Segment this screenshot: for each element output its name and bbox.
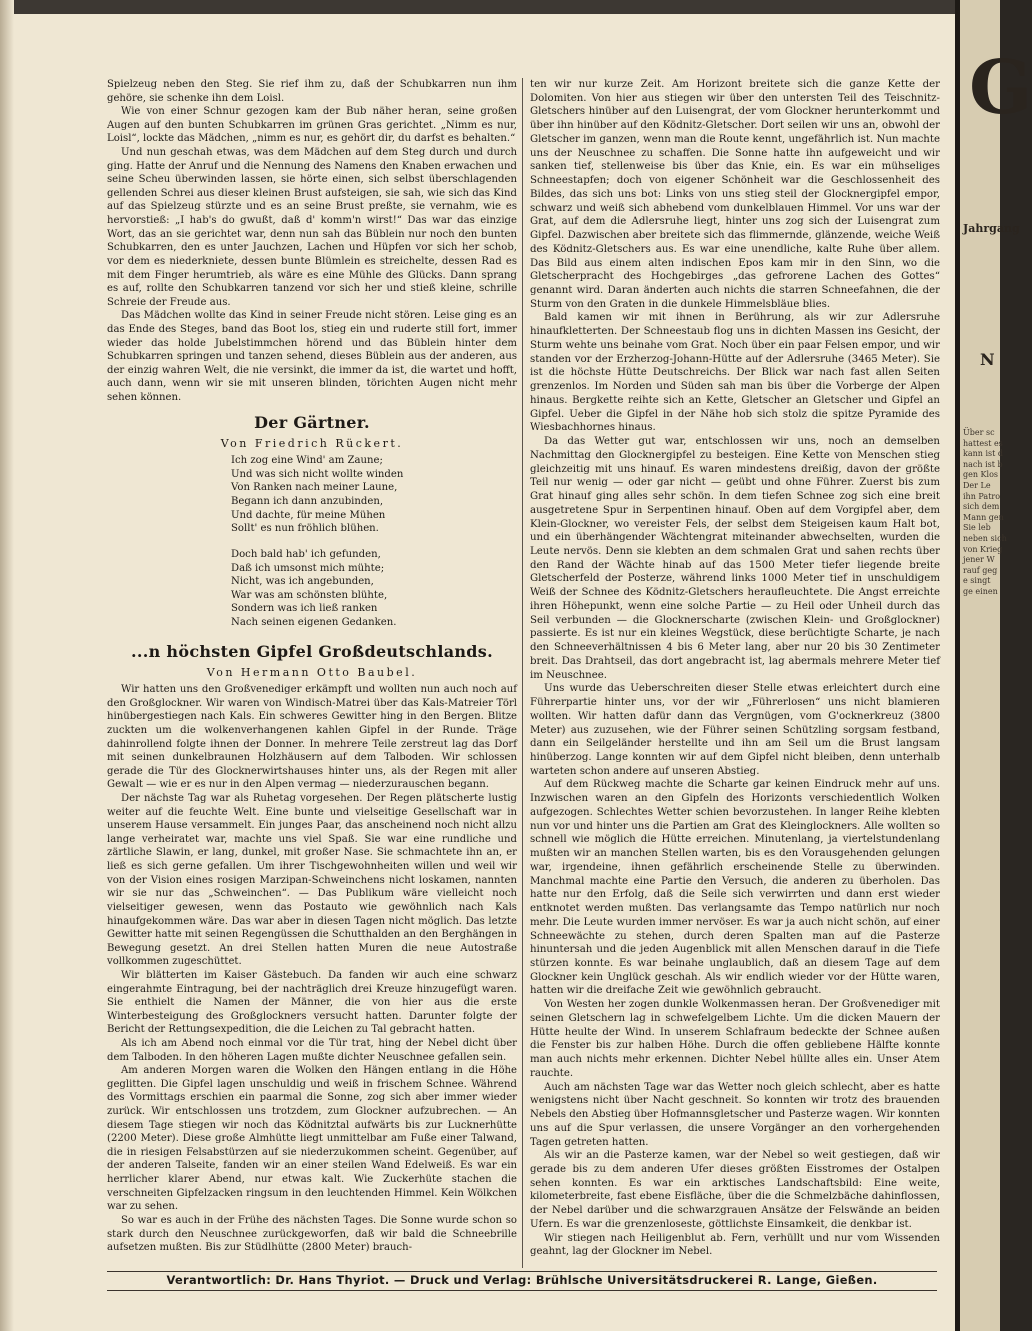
article-paragraph: Wir blätterten im Kaiser Gästebuch. Da fanden wir auch eine schwarz eingerahmte Eintragung, bei der nachträglich drei Kreuze hinzugefügt waren. Sie enthielt die Namen der Männer, die von hier aus die erste Winterbesteigung des Großglockners versucht hatten. Darunter folgte der Bericht der Rettungsexpedition, die die Leichen zu Tal gebracht hatten. <box>107 969 517 1036</box>
article-paragraph: Von Westen her zogen dunkle Wolkenmassen heran. Der Großvenediger mit seinen Gletschern lag in schwefelgelbem Lichte. Um die dicken Mauern der Hütte heulte der Wind. In unserem Schlafraum bedeckte der Schnee außen die Fenster bis zur halben Höhe. Durch die offen gebliebene Hälfte konnte man auch nichts mehr erkennen. Dichter Nebel hüllte alles ein. Unser Atem rauchte. <box>530 999 940 1079</box>
article-paragraph: ten wir nur kurze Zeit. Am Horizont breitete sich die ganze Kette der Dolomiten. Von hier aus stiegen wir über den untersten Teil des Teischnitz-Gletschers hinüber auf den Luisengrat, der vom Glockner herunterkommt und über ihn hinüber auf den Ködnitz-Gletscher. Dort seilen wir uns an, obwohl der Gletscher im ganzen, wenn man die Route kennt, ungefährlich ist. Nun machte uns der Neuschnee zu schaffen. Die Sonne hatte ihn aufgeweicht und wir sanken tief, stellenweise bis über das Knie, ein. Es war ein mühseliges Schneestapfen; doch von eigener Schönheit war die Geschlossenheit des Bildes, das sich uns bot: Links von uns stieg steil der Glocknergipfel empor, schwarz und weiß sich abhebend vom dunkelblauen Himmel. Vor uns war der Grat, auf dem die Adlersruhe liegt, hinter uns zog sich der Luisengrat zum Gipfel. Dazwischen aber breitete sich das flimmernde, glänzende, weiche Weiß des Ködnitz-Gletschers aus. Es war eine unendliche, kalte Ruhe über allem. Das Bild aus einem alten indischen Epos kam mir in den Sinn, wo die Gletscherpracht des Hochgebirges „das gefrorene Lachen des Gottes“ genannt wird. Daran änderten auch nichts die starren Schneefahnen, die der Sturm von den Graten in die dunkele Himmelsbläue blies. <box>530 79 940 310</box>
imprint-footer: Verantwortlich: Dr. Hans Thyriot. — Druck und Verlag: Brühlsche Universitätsdruckerei R. Lange, Gießen. <box>166 1273 878 1287</box>
adjacent-masthead-letter: G <box>969 45 1032 131</box>
scan-left-edge <box>0 0 14 1331</box>
adjacent-fragment: nach ist b <box>963 459 1003 469</box>
story-paragraph: Das Mädchen wollte das Kind in seiner Freude nicht stören. Leise ging es an das Ende des Steges, band das Boot los, stieg ein und ruderte still fort, immer wieder das holde Jubelstimmchen hörend und das Büblein hinter dem Schubkarren springen und tanzen sehend, dieses Büblein aus der anderen, aus der einzig wahren Welt, die nie versinkt, die immer da ist, die wartet und hofft, auch dann, wenn wir sie mit unseren blinden, törichten Augen nicht mehr sehen können. <box>107 310 517 404</box>
adjacent-fragment: ihn Patro <box>963 491 1001 501</box>
adjacent-text-fragments <box>963 428 1007 598</box>
adjacent-heading-letter: N <box>980 350 995 369</box>
adjacent-fragment: Der Le <box>963 480 991 490</box>
poem-line: Sollt' es nun fröhlich blühen. <box>231 523 379 535</box>
right-column <box>530 78 940 1259</box>
adjacent-fragment: e singt <box>963 576 991 586</box>
adjacent-fragment: neben sich <box>963 533 1007 543</box>
article-byline: Von Hermann Otto Baubel. <box>206 665 418 679</box>
poem-line: Und dachte, für meine Mühen <box>231 509 386 521</box>
footer-rule-top <box>107 1271 937 1272</box>
article-paragraph: Auch am nächsten Tage war das Wetter noch gleich schlecht, aber es hatte wenigstens nicht über Nacht geschneit. So konnten wir trotz des brauenden Nebels den Abstieg über Hofmannsgletscher und Pasterze wagen. Wir konnten uns auf die Spur verlassen, die unsere Vorgänger an den vorhergehenden Tagen getreten hatten. <box>530 1081 940 1148</box>
story-paragraph: Und nun geschah etwas, was dem Mädchen auf dem Steg durch und durch ging. Hatte der Anruf und die Nennung des Namens den Knaben erwachen und seine Scheu überwinden lassen, sie hörte einen, sich selbst überschlagenden gellenden Schrei aus dieser kleinen Brust aufsteigen, sie sah, wie sich das Kind auf das Spielzeug stürzte und es an seine Brust preßte, sie vernahm, wie es hervorstieß: „I hab's do gwußt, daß d' komm'n wirst!“ Das war das einzige Wort, das an sie gerichtet war, denn nun sah das Büblein nur noch den bunten Schubkarren, den es unter Jauchzen, Lachen und Hüpfen vor sich her schob, vor dem es niederkniete, dessen bunte Blümlein es streichelte, dessen Rad es mit dem Finger herumtrieb, als wäre es eine Mühle des Glücks. Dann sprang es auf, rollte den Schubkarren tanzend vor sich her und stieß kleine, schrille Schreie der Freude aus. <box>107 147 517 308</box>
article-paragraph: Am anderen Morgen waren die Wolken den Hängen entlang in die Höhe geglitten. Die Gipfel lagen unschuldig und weiß in frischem Schnee. Während des Vormittags erschien ein paarmal die Sonne, zog sich aber immer wieder zurück. Wir entschlossen uns trotzdem, zum Glockner aufzubrechen. — An diesem Tage stiegen wir noch das Ködnitztal aufwärts bis zur Lucknerhütte (2200 Meter). Diese große Almhütte liegt unmittelbar am Fuße einer Talwand, die in riesigen Felsabstürzen auf sie niederzukommen scheint. Gegenüber, auf der anderen Talseite, fanden wir an einer steilen Wand Edelweiß. Es war ein herrlicher klarer Abend, nur etwas kalt. Wie Zuckerhüte stachen die verschneiten Gipfelzacken ringsum in den leuchtenden Himmel. Kein Wölkchen war zu sehen. <box>107 1065 517 1213</box>
article-paragraph: So war es auch in der Frühe des nächsten Tages. Die Sonne wurde schon so stark durch den Neuschnee zurückgeworfen, daß wir bald die Schneebrille aufsetzen mußten. Bis zur Stüdlhütte (2800 Meter) brauch- <box>107 1214 517 1254</box>
poem-line: Doch bald hab' ich gefunden, <box>231 548 381 560</box>
story-paragraph: Wie von einer Schnur gezogen kam der Bub näher heran, seine großen Augen auf den bunten Schubkarren im grünen Gras gerichtet. „Nimm es nur, Loisl“, lockte das Mädchen, „nimm es nur, es gehört dir, du darfst es behalten.“ <box>107 106 517 145</box>
article-paragraph: Als wir an die Pasterze kamen, war der Nebel so weit gestiegen, daß wir gerade bis zu dem anderen Ufer dieses größten Eisstromes der Ostalpen sehen konnten. Es war ein arktisches Landschaftsbild: Eine weite, kilometerbreite, fast ebene Eisfläche, über die die Schmelzbäche dahinflossen, der Nebel darüber und die schwarzgrauen Ansätze der Felswände an beiden Ufern. Es war die grenzenloseste, göttlichste Einsamkeit, die denkbar ist. <box>530 1150 940 1230</box>
adjacent-page-edge <box>960 0 1032 1331</box>
adjacent-fragment: sich dem <box>963 502 1000 512</box>
story-paragraph: Spielzeug neben den Steg. Sie rief ihm zu, daß der Schubkarren nun ihm gehöre, sie schenke ihn dem Loisl. <box>107 79 517 104</box>
left-column <box>107 78 517 1255</box>
article-paragraph: Wir stiegen nach Heiligenblut ab. Fern, verhüllt und nur vom Wissenden geahnt, lag der Glockner im Nebel. <box>530 1232 940 1258</box>
article-paragraph: Bald kamen wir mit ihnen in Berührung, als wir zur Adlersruhe hinaufkletterten. Der Schneestaub flog uns in dichten Massen ins Gesicht, der Sturm wehte uns beinahe vom Grat. Noch über ein paar Felsen empor, und wir standen vor der Erzherzog-Johann-Hütte auf der Adlersruhe (3465 Meter). Sie ist die höchste Hütte Deutschreichs. Der Blick war nach fast allen Seiten grenzenlos. Im Norden und Süden sah man bis über die Vorberge der Alpen hinaus. Bergkette reihte sich an Kette, Gletscher an Gletscher und Gipfel an Gipfel. Ueber die Gipfel in der Nähe hob sich stolz die spitze Pyramide des Wiesbachhornes hinaus. <box>530 312 940 434</box>
column-divider <box>522 78 523 1268</box>
adjacent-jahrgang-label: Jahrgang <box>963 222 1020 235</box>
adjacent-fragment: hattest es <box>963 438 1003 448</box>
article-paragraph: Wir hatten uns den Großvenediger erkämpft und wollten nun auch noch auf den Großglockner. Wir waren von Windisch-Matrei über das Kals-Matreier Törl hinübergestiegen nach Kals. Ein schweres Gewitter hing in den Bergen. Blitze zuckten um die wolkenverhangenen kahlen Gipfel in der Runde. Träge dahinrollend folgte ihnen der Donner. In mehrere Teile zerstreut lag das Dorf mit seinen dunkelbraunen Holzhäusern auf dem Talboden. Wir schlossen gerade die Tür des Glocknerwirtshauses hinter uns, als der Regen mit aller Gewalt — wie er es nur in den Alpen vermag — niederzurauschen begann. <box>107 684 517 791</box>
footer-rule-bottom <box>107 1290 937 1291</box>
poem-title: Der Gärtner. <box>254 412 370 432</box>
adjacent-fragment: Über sc <box>963 428 995 437</box>
poem-stanza-2 <box>231 548 517 630</box>
poem-line: Von Ranken nach meiner Laune, <box>231 482 398 494</box>
poem-line: Ich zog eine Wind' am Zaune; <box>231 455 383 467</box>
article-paragraph: Auf dem Rückweg machte die Scharte gar keinen Eindruck mehr auf uns. Inzwischen waren an den Gipfeln des Horizonts verschiedentlich Wolken aufgezogen. Schlechtes Wetter schien bevorzustehen. In langer Reihe klebten nun vor und hinter uns die Partien am Grat des Kleinglockners. Alle wollten so schnell wie möglich die Hütte erreichen. Minutenlang, ja viertelstundenlang mußten wir an manchen Stellen warten, bis es den Vorausgehenden gelungen war, irgendeine, ihnen gefährlich erscheinende Stelle zu überwinden. Manchmal machte eine Partie den Versuch, die anderen zu überholen. Das hatte nur den Erfolg, daß die Seile sich verwirrten und dann erst wieder entknotet werden mußten. Das verlangsamte das Tempo natürlich nur noch mehr. Die Leute wurden immer nervöser. Es war ja auch nicht schön, auf einer Schneewächte zu stehen, durch deren Spalten man auf die Pasterze hinuntersah und die jeden Augenblick mit allen Menschen darauf in die Tiefe stürzen konnte. Es war beinahe unglaublich, daß an diesem Tage auf dem Glockner kein Unglück geschah. Als wir endlich wieder vor der Hütte waren, hatten wir die dreifache Zeit wie gewöhnlich gebraucht. <box>530 779 940 997</box>
adjacent-fragment: von Krieg <box>963 544 1003 554</box>
adjacent-fragment: kann ist d <box>963 449 1004 459</box>
article-paragraph: Da das Wetter gut war, entschlossen wir uns, noch an demselben Nachmittag den Glocknergipfel zu besteigen. Eine Kette von Menschen stieg gleichzeitig mit uns hinauf. Es waren mindestens dreißig, davon der größte Teil nur wenig — oder gar nicht — geübt und ohne Führer. Zuerst bis zum Grat hinauf ging alles sehr schön. In dem tiefen Schnee zog sich eine breit ausgetretene Spur in Serpentinen hinauf. Oben auf dem Vorgipfel aber, dem Klein-Glockner, wo vereister Fels, der selbst dem Steigeisen kaum Halt bot, und ein überhängender Wächtengrat miteinander abwechselten, wurden die Leute nervös. Denn sie klebten an dem schmalen Grat und sahen rechts über den Rand der Wächte hinab auf das 1500 Meter tiefer liegende breite Gletscherfeld der Posterze, während links 1000 Meter tief in unschuldigem Weiß der Schnee des Ködnitz-Gletschers heraufleuchtete. Die Angst erreichte ihren Höhepunkt, wenn eine solche Partie — zu Heil oder Unheil durch das Seil verbunden — die Glocknerscharte (zwischen Klein- und Großglockner) passierte. Es ist nur ein kleines Wegstück, diese berüchtigte Scharte, je nach den Schneeverhältnissen 4 bis 6 Meter lang, aber nur 20 bis 30 Zentimeter breit. Das Drahtseil, das dort angebracht ist, lag abermals mehrere Meter tief im Neuschnee. <box>530 436 940 681</box>
adjacent-fragment: gen Klos <box>963 470 999 480</box>
poem-line: Sondern was ich ließ ranken <box>231 603 378 615</box>
poem-line: Nicht, was ich angebunden, <box>231 576 374 588</box>
poem-line: War was am schönsten blühte, <box>231 589 388 601</box>
poem <box>107 454 517 629</box>
adjacent-fragment: ge einen <box>963 586 998 596</box>
adjacent-fragment: Mann gen <box>963 512 1004 522</box>
adjacent-fragment: jener W <box>963 555 995 565</box>
poem-line: Daß ich umsonst mich mühte; <box>231 562 385 574</box>
article-paragraph: Als ich am Abend noch einmal vor die Tür trat, hing der Nebel dicht über dem Talboden. In den höheren Lagen mußte dichter Neuschnee gefallen sein. <box>107 1038 517 1063</box>
poem-line: Nach seinen eigenen Gedanken. <box>231 616 397 628</box>
article-title: ...n höchsten Gipfel Großdeutschlands. <box>131 641 493 661</box>
article-paragraph: Der nächste Tag war als Ruhetag vorgesehen. Der Regen plätscherte lustig weiter auf die feuchte Welt. Eine bunte und vielseitige Gesellschaft war in unserem Hause versammelt. Ein junges Paar, das anscheinend noch nicht allzu lange verheiratet war, machte uns viel Spaß. Sie war eine rundliche und zärtliche Slawin, er lang, dunkel, mit großer Nase. Sie schmachtete ihn an, er ließ es sich gerne gefallen. Um ihrer Tischgewohnheiten willen und weil wir von der Vision eines rosigen Marzipan-Schweinchens nicht loskamen, nannten wir sie nur das „Schweinchen“. — Das Publikum wäre vielleicht noch vielseitiger gewesen, wenn das Postauto wie gewöhnlich nach Kals hinaufgekommen wäre. Das war aber in diesen Tagen nicht möglich. Das letzte Gewitter hatte mit seinen Regengüssen die Schutthalden an den Berghängen in Bewegung gesetzt. An drei Stellen hatten Muren die neue Autostraße vollkommen zugeschüttet. <box>107 793 517 968</box>
poem-stanza-1 <box>231 454 517 536</box>
scan-top-edge <box>0 0 955 14</box>
adjacent-fragment: Sie leb <box>963 523 991 533</box>
poem-line: Und was sich nicht wollte winden <box>231 468 404 480</box>
article-paragraph: Uns wurde das Ueberschreiten dieser Stelle etwas erleichtert durch eine Führerpartie hinter uns, vor der wir „Führerlosen“ uns nicht blamieren wollten. Wir hatten dafür dann das Vergnügen, vom G'ocknerkreuz (3800 Meter) aus zuzusehen, wie der Führer seinen Schützling sorgsam festband, dann ein Seilgeländer herstellte und ihn am Seil um die Brust langsam hinüberzog. Lange konnten wir auf dem Gipfel nicht bleiben, denn unterhalb warteten schon andere auf unseren Abstieg. <box>530 683 940 777</box>
adjacent-fragment: rauf geg <box>963 565 998 575</box>
poem-line: Begann ich dann anzubinden, <box>231 496 384 508</box>
poem-byline: Von Friedrich Rückert. <box>220 436 404 450</box>
